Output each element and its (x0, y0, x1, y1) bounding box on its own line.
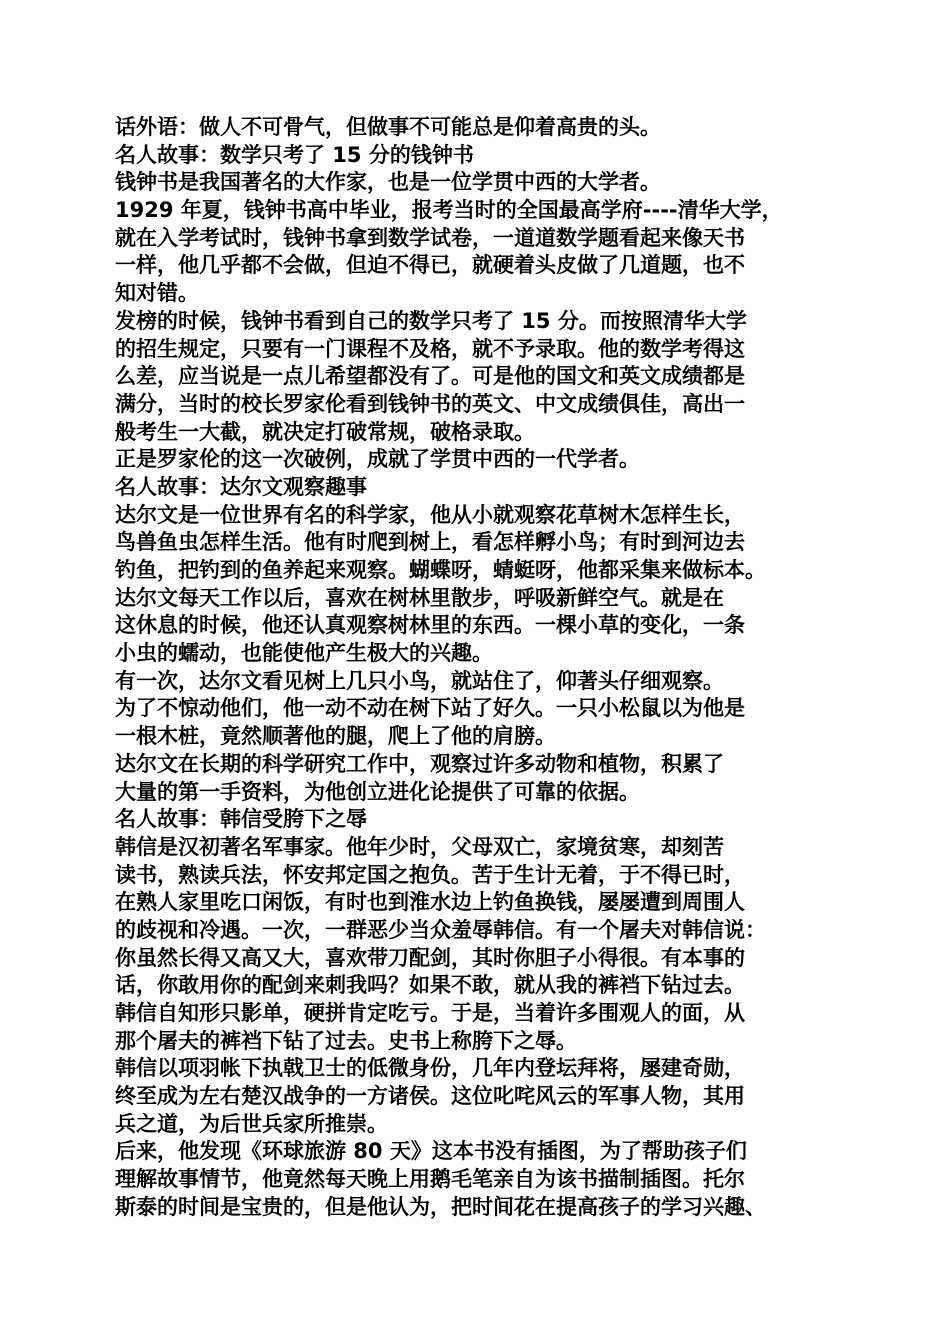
text-line: 斯泰的时间是宝贵的，但是他认为，把时间花在提高孩子的学习兴趣、 (115, 1194, 766, 1219)
text-line: 那个屠夫的裤裆下钻了过去。史书上称胯下之辱。 (115, 1028, 577, 1053)
text-line: 兵之道，为后世兵家所推崇。 (115, 1111, 388, 1136)
text-line: 般考生一大截，就决定打破常规，破格录取。 (115, 419, 535, 444)
text-line: 理解故事情节，他竟然每天晚上用鹅毛笔亲自为该书描制插图。托尔 (115, 1167, 745, 1192)
text-line: 终至成为左右楚汉战争的一方诸侯。这位叱咤风云的军事人物，其用 (115, 1084, 745, 1109)
text-line: 的歧视和冷遇。一次，一群恶少当众羞辱韩信。有一个屠夫对韩信说： (115, 917, 766, 942)
text-line: 达尔文是一位世界有名的科学家，他从小就观察花草树木怎样生长， (115, 502, 745, 527)
text-line: 达尔文在长期的科学研究工作中，观察过许多动物和植物，积累了 (115, 751, 724, 776)
text-line: 就在入学考试时，钱钟书拿到数学试卷，一道道数学题看起来像天书 (115, 225, 745, 250)
text-line: 一根木桩，竟然顺著他的腿，爬上了他的肩膀。 (115, 724, 556, 749)
text-line: 发榜的时候，钱钟书看到自己的数学只考了 15 分。而按照清华大学 (115, 308, 747, 333)
text-line: 么差，应当说是一点儿希望都没有了。可是他的国文和英文成绩都是 (115, 364, 745, 389)
text-line: 知对错。 (115, 281, 199, 306)
text-line: 钱钟书是我国著名的大作家，也是一位学贯中西的大学者。 (115, 170, 661, 195)
text-line: 有一次，达尔文看见树上几只小鸟，就站住了，仰著头仔细观察。 (115, 668, 724, 693)
text-line: 韩信自知形只影单，硬拼肯定吃亏。于是，当着许多围观人的面，从 (115, 1001, 745, 1025)
text-line: 名人故事：达尔文观察趣事 (115, 474, 367, 499)
text-line: 韩信以项羽帐下执戟卫士的低微身份，几年内登坛拜将，屡建奇勋， (115, 1056, 745, 1081)
text-line: 一样，他几乎都不会做，但迫不得已，就硬着头皮做了几道题，也不 (115, 253, 745, 278)
text-line: 鸟兽鱼虫怎样生活。他有时爬到树上，看怎样孵小鸟；有时到河边去 (115, 530, 745, 555)
document-body (115, 114, 850, 1222)
text-line: 满分，当时的校长罗家伦看到钱钟书的英文、中文成绩俱佳，高出一 (115, 391, 745, 416)
text-line: 的招生规定，只要有一门课程不及格，就不予录取。他的数学考得这 (115, 336, 745, 361)
text-line: 小虫的蠕动，也能使他产生极大的兴趣。 (115, 641, 493, 666)
text-line: 读书，熟读兵法，怀安邦定国之抱负。苦于生计无着，于不得已时， (115, 862, 745, 887)
text-line: 钓鱼，把钓到的鱼养起来观察。蝴蝶呀，蜻蜓呀，他都采集来做标本。 (115, 558, 766, 582)
text-line: 话，你敢用你的配剑来刺我吗？如果不敢，就从我的裤裆下钻过去。 (115, 973, 745, 998)
text-line: 名人故事：数学只考了 15 分的钱钟书 (115, 142, 474, 167)
text-line: 在熟人家里吃口闲饭，有时也到淮水边上钓鱼换钱，屡屡遭到周围人 (115, 890, 745, 915)
text-line: 韩信是汉初著名军事家。他年少时，父母双亡，家境贫寒，却刻苦 (115, 834, 724, 859)
text-line: 正是罗家伦的这一次破例，成就了学贯中西的一代学者。 (115, 447, 640, 472)
text-line: 为了不惊动他们，他一动不动在树下站了好久。一只小松鼠以为他是 (115, 696, 745, 721)
text-line: 达尔文每天工作以后，喜欢在树林里散步，呼吸新鲜空气。就是在 (115, 585, 724, 610)
text-line: 这休息的时候，他还认真观察树林里的东西。一棵小草的变化，一条 (115, 613, 745, 638)
text-line: 话外语：做人不可骨气，但做事不可能总是仰着高贵的头。 (115, 115, 661, 139)
text-line: 名人故事：韩信受胯下之辱 (115, 807, 367, 832)
text-line: 你虽然长得又高又大，喜欢带刀配剑，其时你胆子小得很。有本事的 (115, 945, 745, 970)
text-line: 大量的第一手资料，为他创立进化论提供了可靠的依据。 (115, 779, 640, 804)
text-line: 后来，他发现《环球旅游 80 天》这本书没有插图，为了帮助孩子们 (115, 1139, 747, 1164)
text-line: 1929 年夏，钱钟书高中毕业，报考当时的全国最高学府----清华大学， (115, 198, 783, 223)
